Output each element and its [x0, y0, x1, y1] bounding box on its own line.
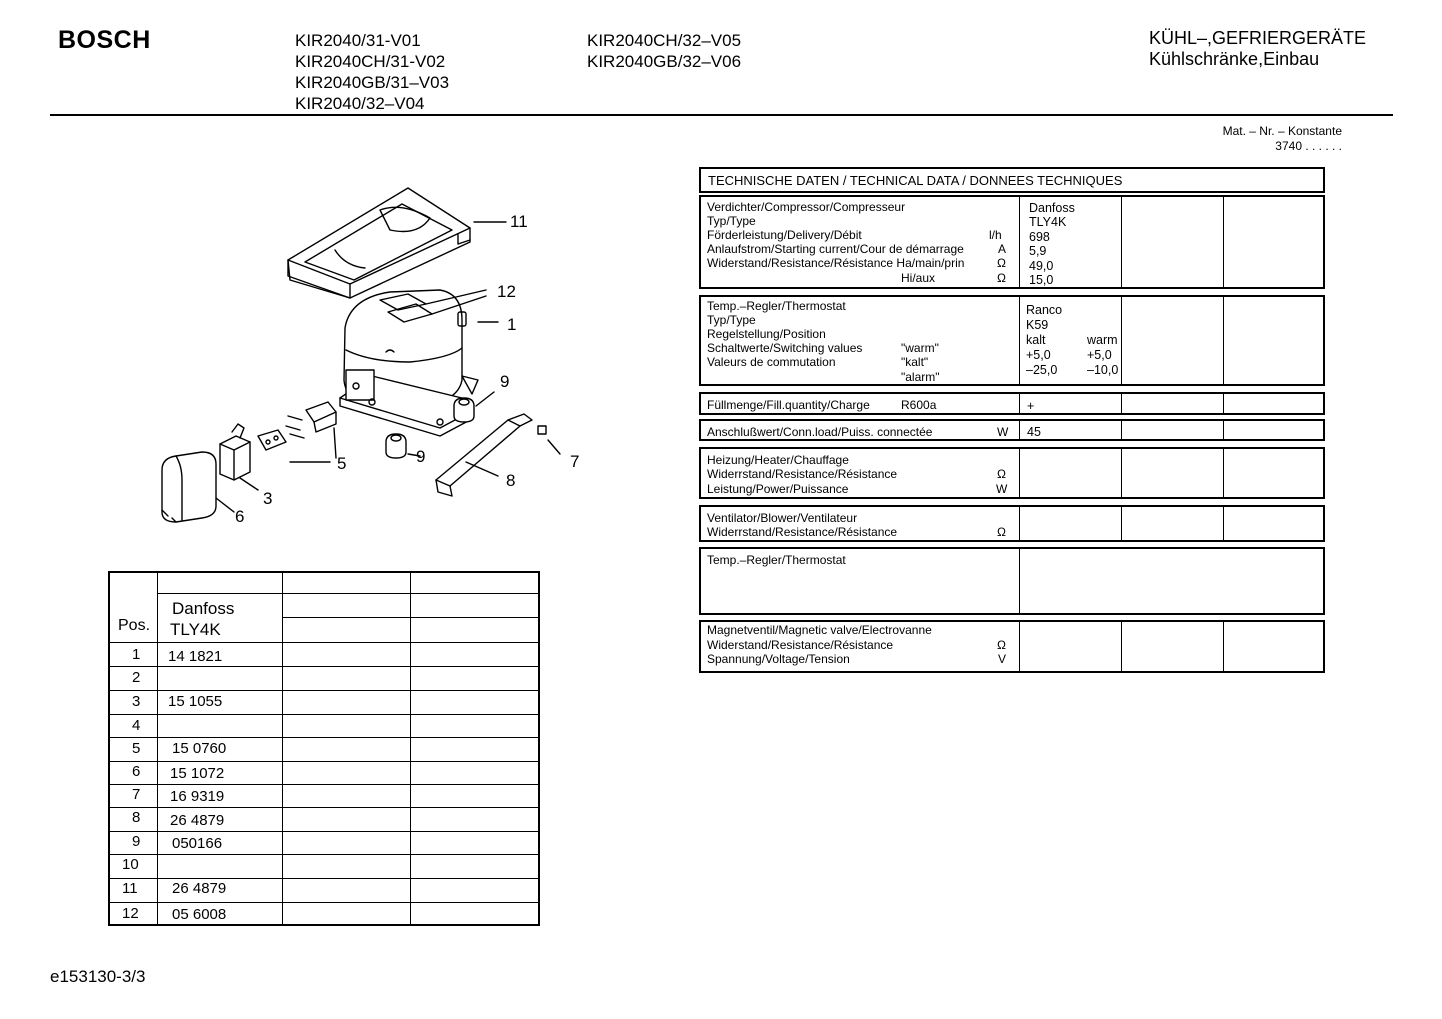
callout-1: 1 — [507, 315, 517, 334]
compressor-type: TLY4K — [1029, 215, 1067, 229]
resistance-label: Widerstand/Resistance/Résistance — [707, 638, 894, 652]
pos-cell: 5 — [132, 740, 141, 757]
blower-label: Ventilator/Blower/Ventilateur — [707, 511, 858, 525]
pos-cell: 12 — [122, 905, 139, 922]
column-divider — [1223, 297, 1224, 384]
thermostat2-label: Temp.–Regler/Thermostat — [707, 553, 846, 567]
exploded-parts-diagram — [140, 180, 600, 540]
column-divider — [1223, 394, 1224, 413]
part-number-cell: 15 1055 — [168, 693, 223, 710]
compressor-current: 5,9 — [1029, 244, 1047, 258]
part-number-cell: 15 0760 — [172, 740, 227, 757]
unit: W — [996, 482, 1008, 496]
model-list-1 — [295, 30, 449, 114]
valve-box — [699, 620, 1325, 673]
kalt-label: "kalt" — [901, 355, 929, 369]
pos-cell: 10 — [122, 856, 139, 873]
column-divider — [1121, 197, 1122, 287]
unit: A — [998, 242, 1007, 256]
compressor-delivery: 698 — [1029, 230, 1050, 244]
mat-nr-label: Mat. – Nr. – Konstante — [1222, 124, 1342, 138]
model-item: KIR2040/31-V01 — [295, 31, 421, 50]
mat-nr-value: 3740 . . . . . . — [1275, 139, 1342, 153]
model-list-2 — [587, 30, 741, 72]
callout-5: 5 — [337, 454, 347, 473]
unit: Ω — [997, 638, 1006, 652]
unit: Ω — [997, 256, 1006, 270]
fill-value: + — [1027, 399, 1035, 413]
part-number-cell: 26 4879 — [170, 812, 225, 829]
type-header: TLY4K — [170, 620, 221, 639]
model-item: KIR2040/32–V04 — [295, 94, 425, 113]
unit: Ω — [997, 525, 1006, 539]
thermostat-box — [699, 295, 1325, 386]
resistance-label: Widerrstand/Resistance/Résistance — [707, 525, 898, 539]
category — [1149, 28, 1366, 70]
pos-cell: 8 — [132, 809, 141, 826]
document-id: e153130-3/3 — [50, 967, 146, 986]
callout-7: 7 — [570, 452, 580, 471]
unit: V — [998, 652, 1007, 666]
switch-value: –25,0 — [1026, 363, 1058, 377]
switch-value: –10,0 — [1087, 363, 1119, 377]
brand-logo: BOSCH — [58, 26, 151, 54]
pos-cell: 6 — [132, 763, 141, 780]
callout-8: 8 — [506, 471, 516, 490]
category-line-1: KÜHL–,GEFRIERGERÄTE — [1149, 28, 1367, 48]
column-divider — [1019, 197, 1020, 287]
column-divider — [1019, 549, 1020, 613]
compressor-maker: Danfoss — [1029, 201, 1075, 215]
position-warm: warm — [1087, 333, 1118, 347]
starting-current-label: Anlaufstrom/Starting current/Cour de démarrage — [707, 242, 964, 256]
unit: Ω — [997, 467, 1006, 481]
column-divider — [1121, 449, 1122, 497]
header-rule — [50, 114, 1393, 116]
blower-box — [699, 505, 1325, 542]
compressor-label: Verdichter/Compressor/Compresseur — [707, 200, 906, 214]
thermostat-maker: Ranco — [1026, 303, 1063, 317]
switching-label: Schaltwerte/Switching values — [707, 341, 863, 355]
callout-3: 3 — [263, 489, 273, 508]
category-line-2: Kühlschränke,Einbau — [1149, 49, 1320, 69]
mat-nr-block — [1223, 124, 1342, 154]
column-divider — [1019, 394, 1020, 413]
column-divider — [1019, 507, 1020, 540]
model-item: KIR2040GB/31–V03 — [295, 73, 450, 92]
compressor-box — [699, 195, 1325, 289]
unit: W — [997, 425, 1009, 439]
column-divider — [1223, 449, 1224, 497]
model-item: KIR2040CH/31-V02 — [295, 52, 446, 71]
load-box — [699, 419, 1325, 441]
parts-table — [108, 571, 540, 926]
pos-cell: 3 — [132, 693, 141, 710]
part-number-cell: 050166 — [172, 835, 223, 852]
column-divider — [1019, 622, 1020, 671]
voltage-label: Spannung/Voltage/Tension — [707, 652, 850, 666]
alarm-label: "alarm" — [901, 370, 940, 384]
pos-cell: 9 — [132, 833, 141, 850]
maker-header: Danfoss — [172, 599, 235, 618]
resistance-label: Widerrstand/Resistance/Résistance — [707, 467, 898, 481]
column-divider — [1223, 421, 1224, 439]
pos-cell: 11 — [122, 880, 138, 897]
switch-value: +5,0 — [1087, 348, 1112, 362]
callout-9b: 9 — [416, 447, 426, 466]
unit: l/h — [989, 228, 1002, 242]
warm-label: "warm" — [901, 341, 939, 355]
tech-title-box — [699, 167, 1325, 193]
column-divider — [1121, 622, 1122, 671]
compressor-res-aux: 15,0 — [1029, 273, 1054, 287]
callout-12: 12 — [497, 282, 516, 301]
part-number-cell: 26 4879 — [172, 880, 227, 897]
type-label: Typ/Type — [707, 214, 756, 228]
column-divider — [1223, 622, 1224, 671]
pos-cell: 1 — [132, 646, 141, 663]
resistance-main-label: Widerstand/Resistance/Résistance Ha/main/prin — [707, 256, 965, 270]
column-divider — [1121, 394, 1122, 413]
refrigerant: R600a — [901, 398, 937, 412]
switch-value: +5,0 — [1026, 348, 1051, 362]
column-divider — [1121, 297, 1122, 384]
power-label: Leistung/Power/Puissance — [707, 482, 849, 496]
model-item: KIR2040GB/32–V06 — [587, 52, 742, 71]
commutation-label: Valeurs de commutation — [707, 355, 836, 369]
pos-cell: 2 — [132, 669, 141, 686]
column-divider — [1019, 421, 1020, 439]
unit: Ω — [997, 271, 1006, 285]
pos-header: Pos. — [118, 617, 151, 634]
valve-label: Magnetventil/Magnetic valve/Electrovanne — [707, 623, 932, 637]
part-number-cell: 15 1072 — [170, 765, 225, 782]
callout-11: 11 — [510, 212, 528, 231]
part-number-cell: 14 1821 — [168, 648, 223, 665]
pos-cell: 7 — [132, 786, 141, 803]
bracket-part — [436, 414, 560, 496]
delivery-label: Förderleistung/Delivery/Débit — [707, 228, 862, 242]
pos-cell: 4 — [132, 717, 141, 734]
column-divider — [1019, 449, 1020, 497]
thermostat-type: K59 — [1026, 318, 1049, 332]
column-divider — [1121, 421, 1122, 439]
heater-box — [699, 447, 1325, 499]
tech-title: TECHNISCHE DATEN / TECHNICAL DATA / DONNEES TECHNIQUES — [708, 173, 1123, 188]
part-number-cell: 05 6008 — [172, 906, 227, 923]
callout-9: 9 — [500, 372, 510, 391]
fill-box — [699, 392, 1325, 415]
position-kalt: kalt — [1026, 333, 1046, 347]
callout-6: 6 — [235, 507, 245, 526]
fill-label: Füllmenge/Fill.quantity/Charge — [707, 398, 870, 412]
position-label: Regelstellung/Position — [707, 327, 826, 341]
load-value: 45 — [1027, 425, 1041, 439]
type-label: Typ/Type — [707, 313, 756, 327]
column-divider — [1121, 507, 1122, 540]
heater-label: Heizung/Heater/Chauffage — [707, 453, 849, 467]
column-divider — [1019, 297, 1020, 384]
thermostat2-box — [699, 547, 1325, 615]
thermostat-label: Temp.–Regler/Thermostat — [707, 299, 846, 313]
relay-part — [220, 424, 258, 490]
column-divider — [1223, 507, 1224, 540]
column-divider — [1223, 197, 1224, 287]
clip-part — [258, 402, 336, 462]
compressor-res-main: 49,0 — [1029, 259, 1054, 273]
resistance-aux-label: Hi/aux — [901, 271, 936, 285]
drip-tray-part — [288, 188, 506, 298]
load-label: Anschlußwert/Conn.load/Puiss. connectée — [707, 425, 933, 439]
part-number-cell: 16 9319 — [170, 788, 225, 805]
model-item: KIR2040CH/32–V05 — [587, 31, 742, 50]
